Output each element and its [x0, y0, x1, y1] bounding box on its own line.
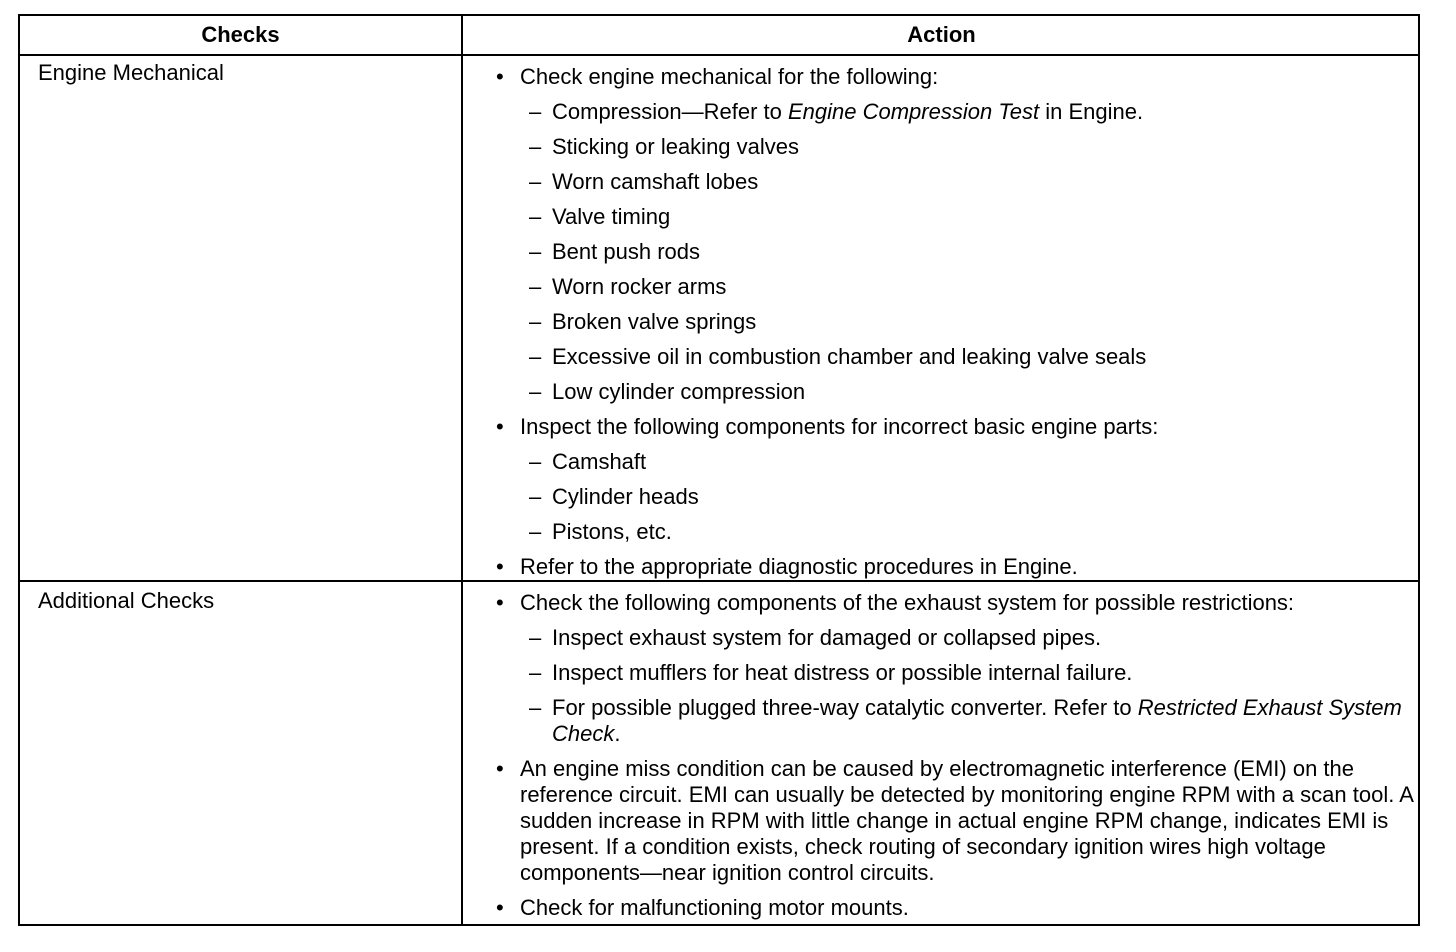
bullet-item: • Check engine mechanical for the following: — [496, 64, 1416, 90]
reference-link-text: Restricted Exhaust System Check — [552, 695, 1402, 746]
sub-item: – Low cylinder compression — [496, 379, 1416, 405]
sub-item: – Broken valve springs — [496, 309, 1416, 335]
sub-item: – Worn camshaft lobes — [496, 169, 1416, 195]
sub-item: – Pistons, etc. — [496, 519, 1416, 545]
header-divider — [20, 54, 1418, 56]
sub-item: – Bent push rods — [496, 239, 1416, 265]
action-additional-checks — [496, 590, 1416, 921]
sub-item: – Inspect mufflers for heat distress or possible internal failure. — [496, 660, 1416, 686]
diagnostic-table — [18, 14, 1420, 926]
bullet-item: • An engine miss condition can be caused by electromagnetic interference (EMI) on the reference circuit. EMI can usually be detected by monitoring engine RPM with a scan tool. A sudden increase in RPM with little change in actual engine RPM change, indicates EMI is present. If a condition exists, check routing of secondary ignition wires high voltage components—near ignition control circuits. — [496, 756, 1416, 886]
row-divider — [20, 580, 1418, 582]
sub-item: – Compression—Refer to Engine Compression Test in Engine. — [496, 99, 1416, 125]
check-additional-checks: Additional Checks — [38, 588, 215, 613]
sub-item: – Worn rocker arms — [496, 274, 1416, 300]
reference-link-text: Engine Compression Test — [787, 99, 1040, 124]
header-checks: Checks — [201, 22, 280, 47]
sub-item: – Valve timing — [496, 204, 1416, 230]
bullet-item: • Refer to the appropriate diagnostic procedures in Engine. — [496, 554, 1416, 580]
sub-item: – Sticking or leaking valves — [496, 134, 1416, 160]
bullet-item: • Check for malfunctioning motor mounts. — [496, 895, 1416, 921]
action-engine-mechanical — [496, 64, 1416, 580]
sub-item: – Cylinder heads — [496, 484, 1416, 510]
check-engine-mechanical: Engine Mechanical — [38, 60, 224, 85]
bullet-item: • Inspect the following components for incorrect basic engine parts: — [496, 414, 1416, 440]
sub-item: – Camshaft — [496, 449, 1416, 475]
sub-item: – Excessive oil in combustion chamber and leaking valve seals — [496, 344, 1416, 370]
sub-item: – For possible plugged three-way catalytic converter. Refer to Restricted Exhaust System Check. — [496, 695, 1416, 747]
bullet-item: • Check the following components of the exhaust system for possible restrictions: — [496, 590, 1416, 616]
header-action: Action — [907, 22, 976, 47]
sub-item: – Inspect exhaust system for damaged or collapsed pipes. — [496, 625, 1416, 651]
column-divider — [461, 16, 463, 924]
